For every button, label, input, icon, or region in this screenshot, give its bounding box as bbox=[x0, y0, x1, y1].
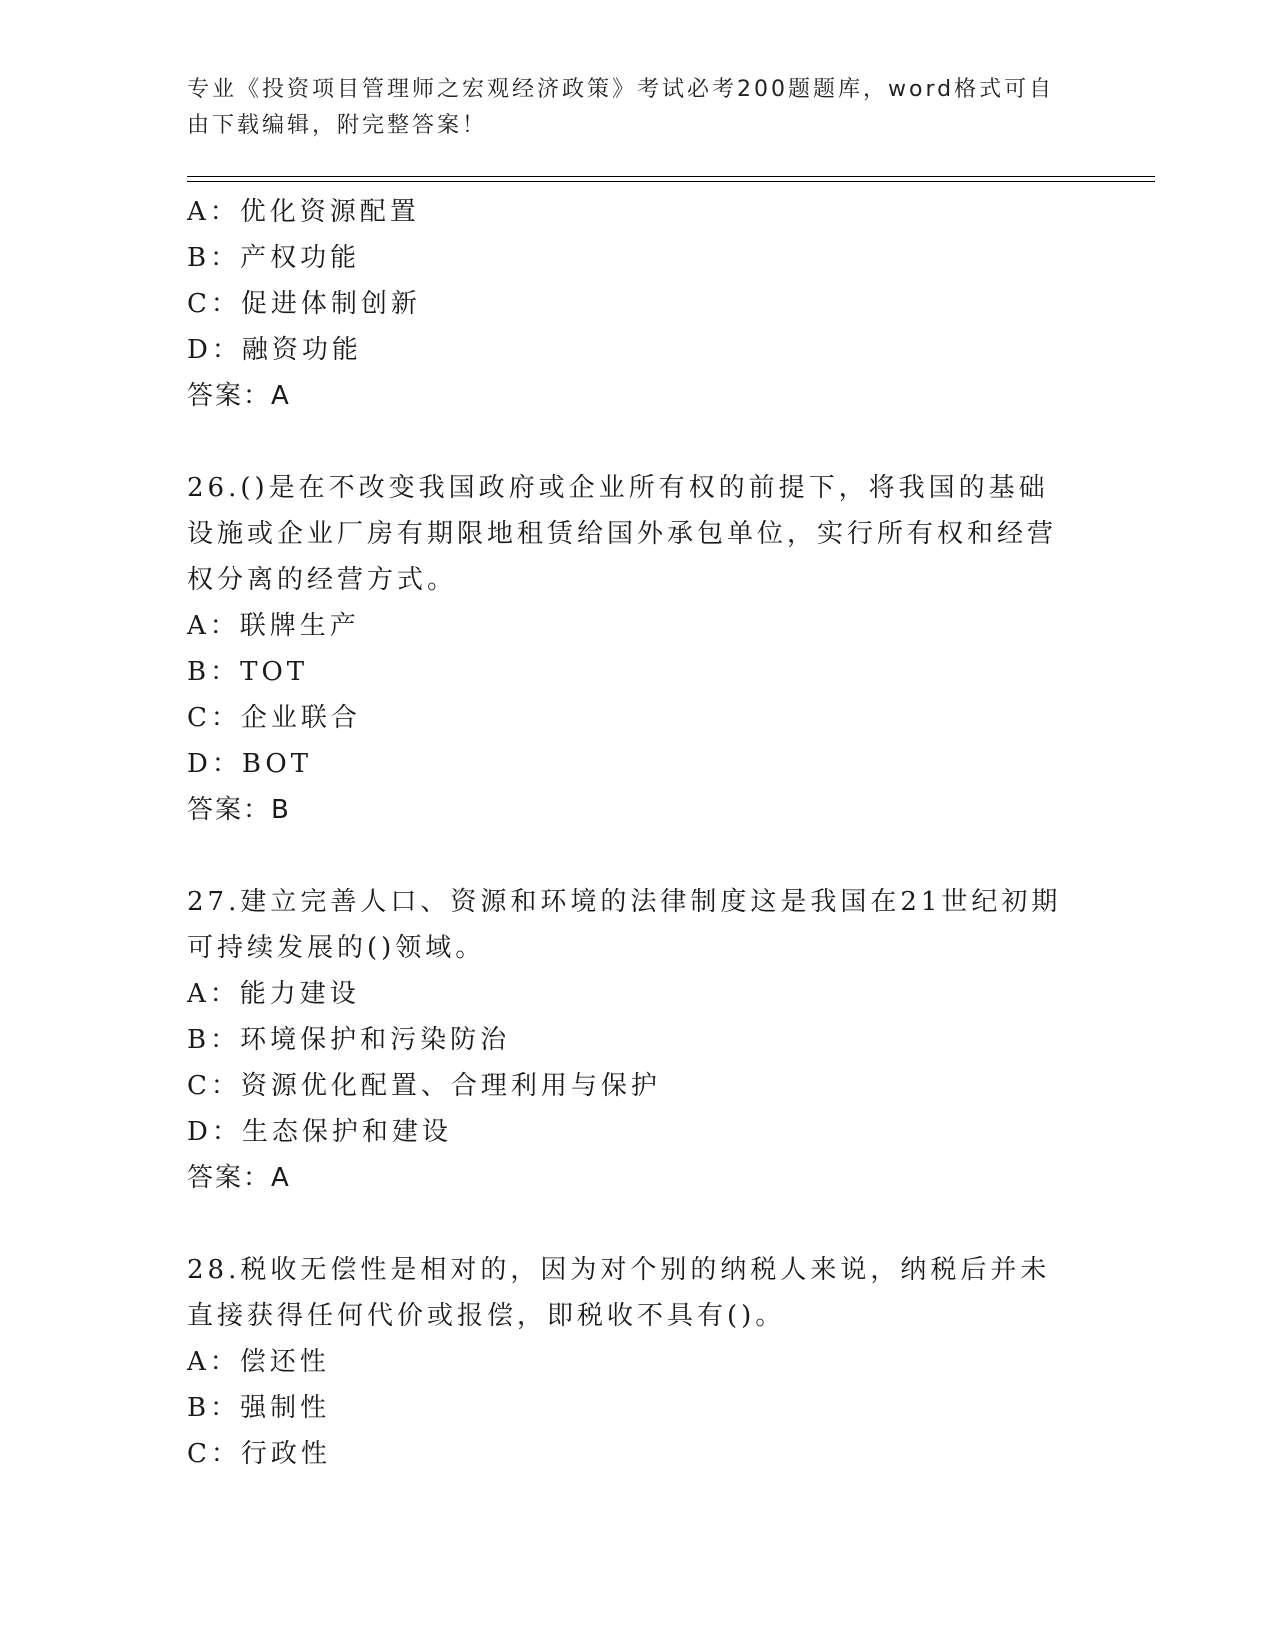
option-c: C：资源优化配置、合理利用与保护 bbox=[187, 1071, 661, 1101]
option-c: C：行政性 bbox=[187, 1439, 331, 1469]
question-text: 26.()是在不改变我国政府或企业所有权的前提下，将我国的基础设施或企业厂房有期限地租赁给国外承包单位，实行所有权和经营权分离的经营方式。 bbox=[187, 473, 1058, 595]
option-a: A：优化资源配置 bbox=[187, 197, 420, 227]
option-a: A：联牌生产 bbox=[187, 611, 360, 641]
question-block bbox=[187, 465, 1067, 833]
answer-line: 答案：B bbox=[187, 795, 291, 825]
header-divider-top bbox=[187, 176, 1155, 177]
option-d: D：生态保护和建设 bbox=[187, 1117, 452, 1147]
option-d: D：BOT bbox=[187, 749, 313, 779]
option-c: C：促进体制创新 bbox=[187, 289, 421, 319]
option-a: A：偿还性 bbox=[187, 1347, 330, 1377]
question-block bbox=[187, 189, 1067, 419]
answer-line: 答案：A bbox=[187, 381, 291, 411]
question-content bbox=[187, 189, 1067, 1477]
question-text: 27.建立完善人口、资源和环境的法律制度这是我国在21世纪初期可持续发展的()领域。 bbox=[187, 887, 1062, 963]
option-b: B：TOT bbox=[187, 657, 309, 687]
option-d: D：融资功能 bbox=[187, 335, 362, 365]
option-a: A：能力建设 bbox=[187, 979, 360, 1009]
question-block bbox=[187, 1247, 1067, 1477]
question-text: 28.税收无偿性是相对的，因为对个别的纳税人来说，纳税后并未直接获得任何代价或报偿，即税收不具有()。 bbox=[187, 1255, 1051, 1331]
option-c: C：企业联合 bbox=[187, 703, 361, 733]
option-b: B：产权功能 bbox=[187, 243, 361, 273]
option-b: B：环境保护和污染防治 bbox=[187, 1025, 511, 1055]
answer-line: 答案：A bbox=[187, 1163, 291, 1193]
header-divider-bottom bbox=[187, 181, 1155, 182]
option-b: B：强制性 bbox=[187, 1393, 331, 1423]
document-header: 专业《投资项目管理师之宏观经济政策》考试必考200题题库，word格式可自由下载编辑，附完整答案！ bbox=[187, 77, 1055, 138]
question-block bbox=[187, 879, 1067, 1201]
